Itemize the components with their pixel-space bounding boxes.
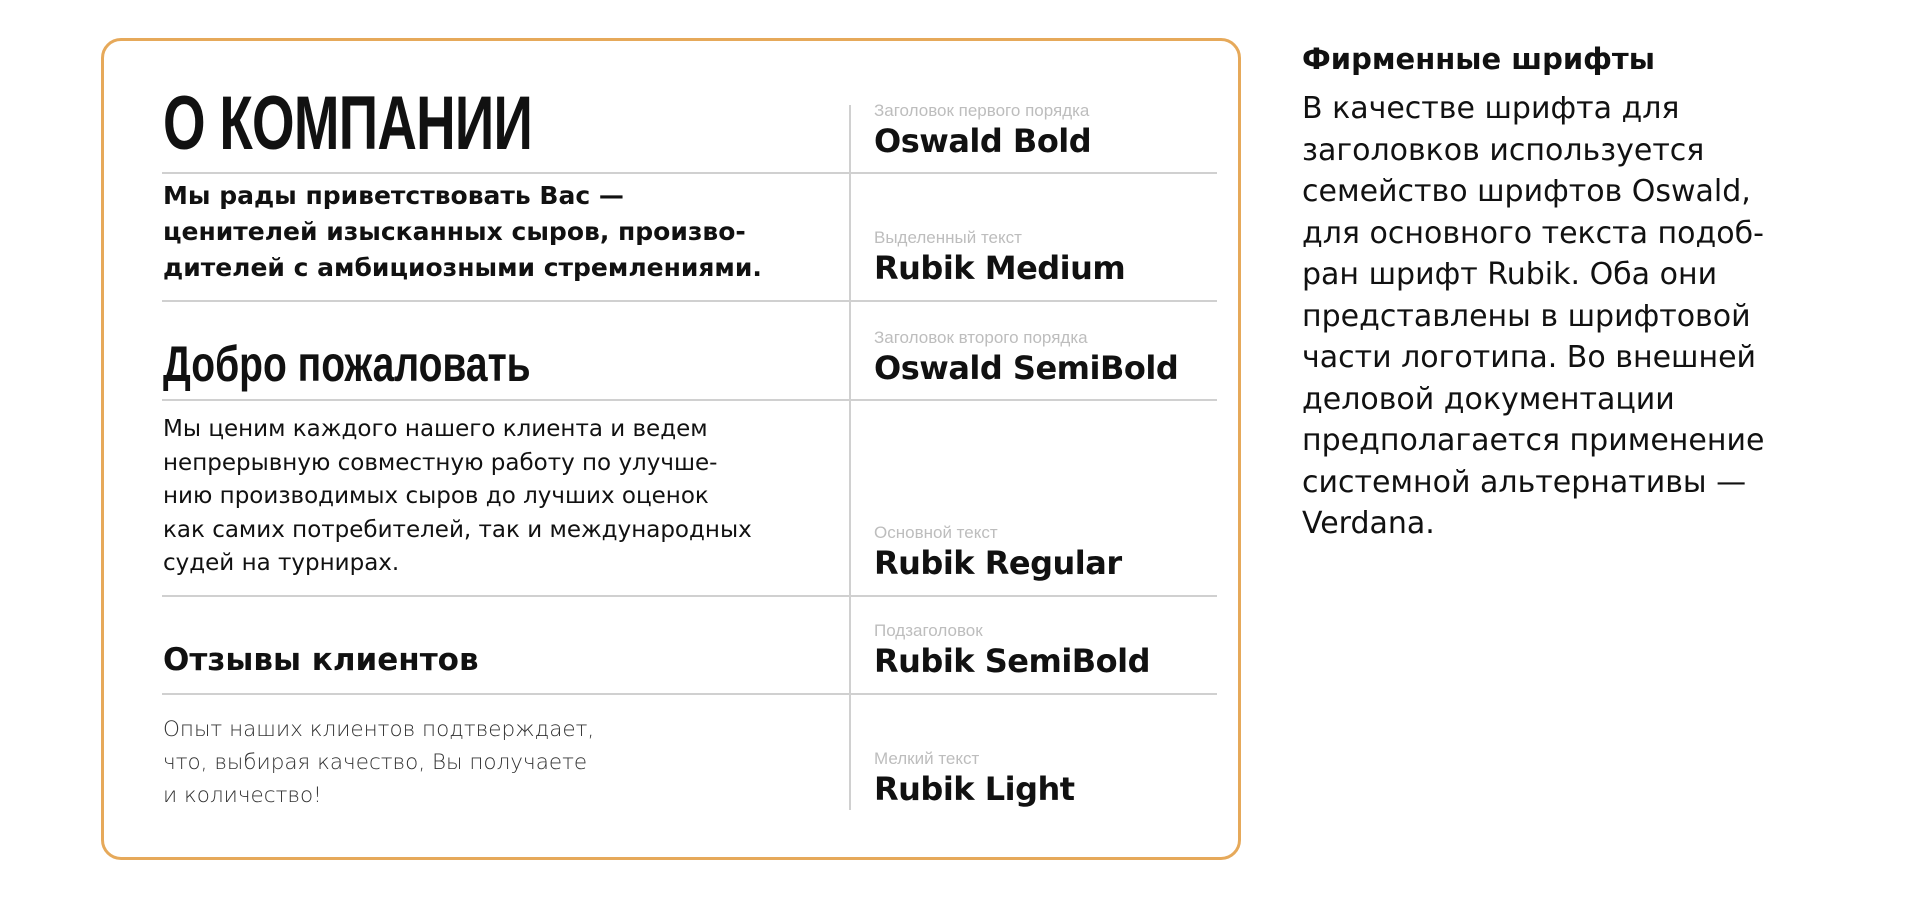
text-line: представлены в шрифтовой: [1302, 298, 1751, 334]
text-line: для основного текста подоб-: [1302, 215, 1764, 251]
font-spec-subheading: [874, 621, 1150, 681]
text-line: заголовков используется: [1302, 132, 1705, 168]
row-divider: [162, 300, 1217, 302]
text-line: Мы рады приветствовать Вас —: [163, 181, 624, 210]
row-divider: [162, 595, 1217, 597]
font-spec-caption: Мелкий текст: [874, 749, 980, 768]
font-spec-caption: Основной текст: [874, 523, 998, 542]
text-line: судей на турнирах.: [163, 550, 400, 576]
font-spec-name: Oswald Bold: [874, 122, 1092, 160]
section-title: Фирменные шрифты: [1302, 42, 1655, 76]
text-line: предполагается применение: [1302, 423, 1765, 458]
row-divider: [162, 399, 1217, 401]
font-spec-heading-1: [874, 101, 1091, 161]
font-spec-name: Rubik Regular: [874, 544, 1122, 582]
font-spec-emphasis: [874, 228, 1125, 288]
brand-fonts-description: [1302, 38, 1862, 545]
row-divider: [162, 693, 1217, 695]
font-spec-body-text: [874, 523, 1122, 583]
row-divider: [162, 172, 1217, 174]
text-line: деловой документации: [1302, 381, 1675, 417]
text-line: как самих потребителей, так и международных: [163, 516, 752, 543]
section-body: [1302, 88, 1862, 545]
text-line: что, выбирая качество, Вы получаете: [163, 750, 588, 775]
text-line: Мы ценим каждого нашего клиента и ведем: [163, 416, 708, 442]
column-divider: [849, 105, 851, 810]
font-spec-caption: Заголовок первого порядка: [874, 101, 1090, 120]
text-line: и количество!: [163, 783, 322, 808]
font-spec-small-text: [874, 749, 1075, 809]
font-spec-caption: Выделенный текст: [874, 228, 1022, 247]
body-text-sample: [163, 413, 823, 581]
text-line: непрерывную совместную работу по улучше-: [163, 449, 718, 476]
subheading-sample: Отзывы клиентов: [163, 642, 479, 678]
heading-2-sample: Добро пожаловать: [163, 336, 531, 392]
text-line: части логотипа. Во внешней: [1302, 340, 1757, 375]
font-spec-name: Rubik SemiBold: [874, 642, 1151, 680]
heading-1-sample: О КОМПАНИИ: [163, 81, 533, 166]
font-spec-heading-2: [874, 328, 1178, 388]
small-text-sample: [163, 713, 723, 812]
text-line: нию производимых сыров до лучших оценок: [163, 483, 709, 509]
text-line: ценителей изысканных сыров, произво-: [163, 217, 746, 246]
font-spec-name: Rubik Medium: [874, 249, 1126, 287]
text-line: дителей с амбициозными стремлениями.: [163, 253, 762, 282]
text-line: Verdana.: [1302, 506, 1435, 541]
font-spec-name: Rubik Light: [874, 770, 1075, 808]
font-spec-name: Oswald SemiBold: [874, 349, 1179, 387]
font-spec-caption: Подзаголовок: [874, 621, 983, 640]
text-line: В качестве шрифта для: [1302, 91, 1680, 126]
emphasis-text-sample: [163, 178, 803, 286]
text-line: семейство шрифтов Oswald,: [1302, 174, 1751, 209]
text-line: Опыт наших клиентов подтверждает,: [163, 717, 595, 742]
font-spec-caption: Заголовок второго порядка: [874, 328, 1088, 347]
text-line: ран шрифт Rubik. Оба они: [1302, 257, 1718, 292]
text-line: системной альтернативы —: [1302, 464, 1747, 500]
